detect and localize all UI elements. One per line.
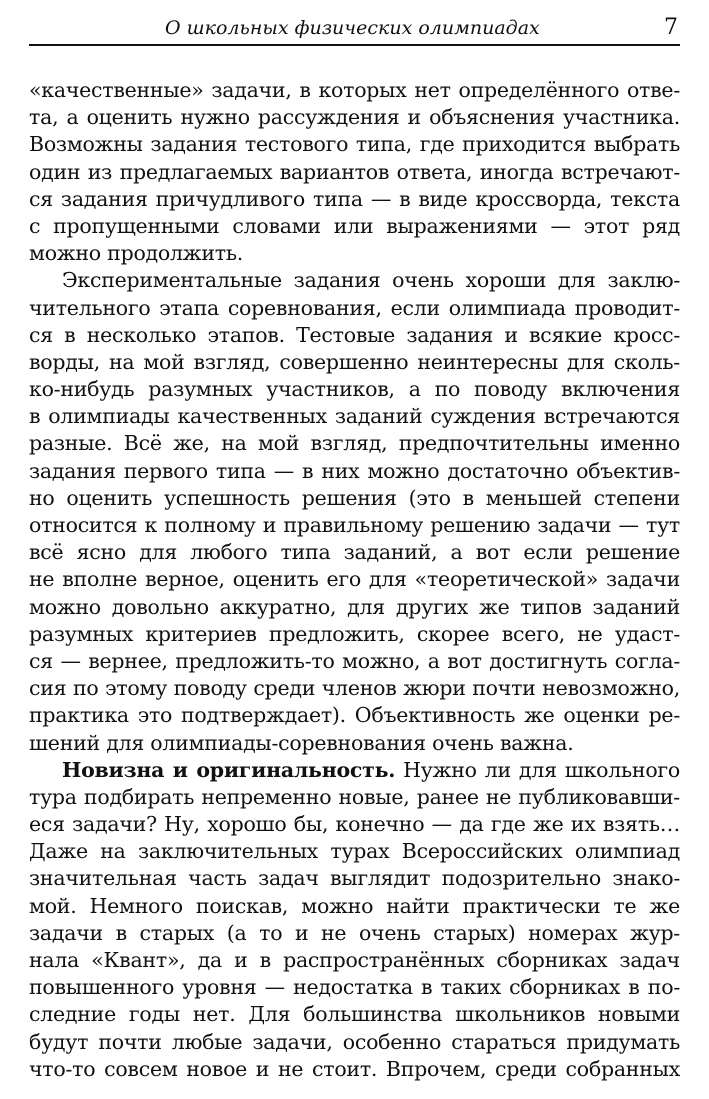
text-line: ко-нибудь разумных участников, а по поводу включения — [29, 377, 680, 402]
text-line: повышенного уровня — недостатка в таких сборниках в по- — [29, 975, 680, 1000]
text-line: относится к полному и правильному решению задачи — тут — [29, 513, 680, 537]
text-line: Экспериментальные задания очень хороши для заклю- — [62, 268, 680, 293]
text-line: сия по этому поводу среди членов жюри почти невозможно, — [29, 676, 680, 701]
paragraph-2 — [29, 267, 680, 756]
text-line: следние годы нет. Для большинства школьников новыми — [29, 1002, 680, 1027]
text-line: мой. Немного поискав, можно найти практически те же — [29, 893, 680, 918]
text-line: но оценить успешность решения (это в меньшей степени — [29, 485, 680, 510]
paragraph-3 — [29, 757, 680, 1083]
text-line: Возможны задания тестового типа, где приходится выбрать — [29, 132, 680, 157]
text-line: та, а оценить нужно рассуждения и объяснения участника. — [29, 105, 680, 130]
text-line: ся — вернее, предложить-то можно, а вот достигнуть согла- — [29, 648, 680, 673]
paragraph-1 — [29, 77, 680, 267]
text-line: еся задачи? Ну, хорошо бы, конечно — да где же их взять… — [29, 812, 680, 837]
running-title: О школьных физических олимпиадах — [165, 17, 540, 39]
text-line: можно довольно аккуратно, для других же типов заданий — [29, 594, 680, 619]
text-line: ворды, на мой взгляд, совершенно неинтересны для сколь- — [29, 349, 680, 374]
text-line: ся задания причудливого типа — в виде кроссворда, текста — [29, 186, 680, 211]
body-text — [29, 77, 680, 1083]
text-line: значительная часть задач выглядит подозрительно знако- — [29, 866, 680, 891]
lead-in-continuation: Нужно ли для школьного — [395, 757, 680, 782]
text-line: Даже на заключительных турах Всероссийских олимпиад — [29, 839, 680, 864]
text-line: можно продолжить. — [29, 241, 244, 266]
text-line: задачи в старых (а то и не очень старых) номерах жур- — [29, 920, 680, 945]
text-line: всё ясно для любого типа заданий, а вот если решение — [29, 540, 680, 565]
text-line: ся в несколько этапов. Тестовые задания и всякие кросс- — [29, 322, 680, 347]
text-line — [29, 757, 680, 784]
text-line: с пропущенными словами или выражениями — этот ряд — [29, 213, 680, 238]
text-line: задания первого типа — в них можно достаточно объектив- — [29, 458, 680, 483]
text-line: разные. Всё же, на мой взгляд, предпочтительны именно — [29, 431, 680, 456]
text-line: «качественные» задачи, в которых нет определённого отве- — [29, 78, 680, 102]
text-line: разумных критериев предложить, скорее всего, не удаст- — [29, 621, 680, 646]
text-line: шений для олимпиады-соревнования очень важна. — [29, 730, 574, 755]
text-line: один из предлагаемых вариантов ответа, иногда встречают- — [29, 159, 680, 184]
text-line: в олимпиады качественных заданий суждения встречаются — [29, 404, 680, 429]
text-line: будут почти любые задачи, особенно стараться придумать — [29, 1029, 680, 1054]
text-line: что-то совсем новое и не стоит. Впрочем, среди собранных — [29, 1056, 680, 1081]
text-line: тура подбирать непременно новые, ранее не публиковавши- — [29, 784, 680, 809]
text-line: чительного этапа соревнования, если олимпиада проводит- — [29, 295, 680, 320]
text-line: практика это подтверждает). Объективность же оценки ре- — [29, 703, 680, 728]
text-line: не вполне верное, оценить его для «теоретической» задачи — [29, 567, 680, 592]
text-line: нала «Квант», да и в распространённых сборниках задач — [29, 948, 680, 972]
running-header — [29, 14, 680, 46]
paragraph-lead-in: Новизна и оригинальность. — [62, 757, 396, 782]
page-number: 7 — [664, 15, 678, 40]
